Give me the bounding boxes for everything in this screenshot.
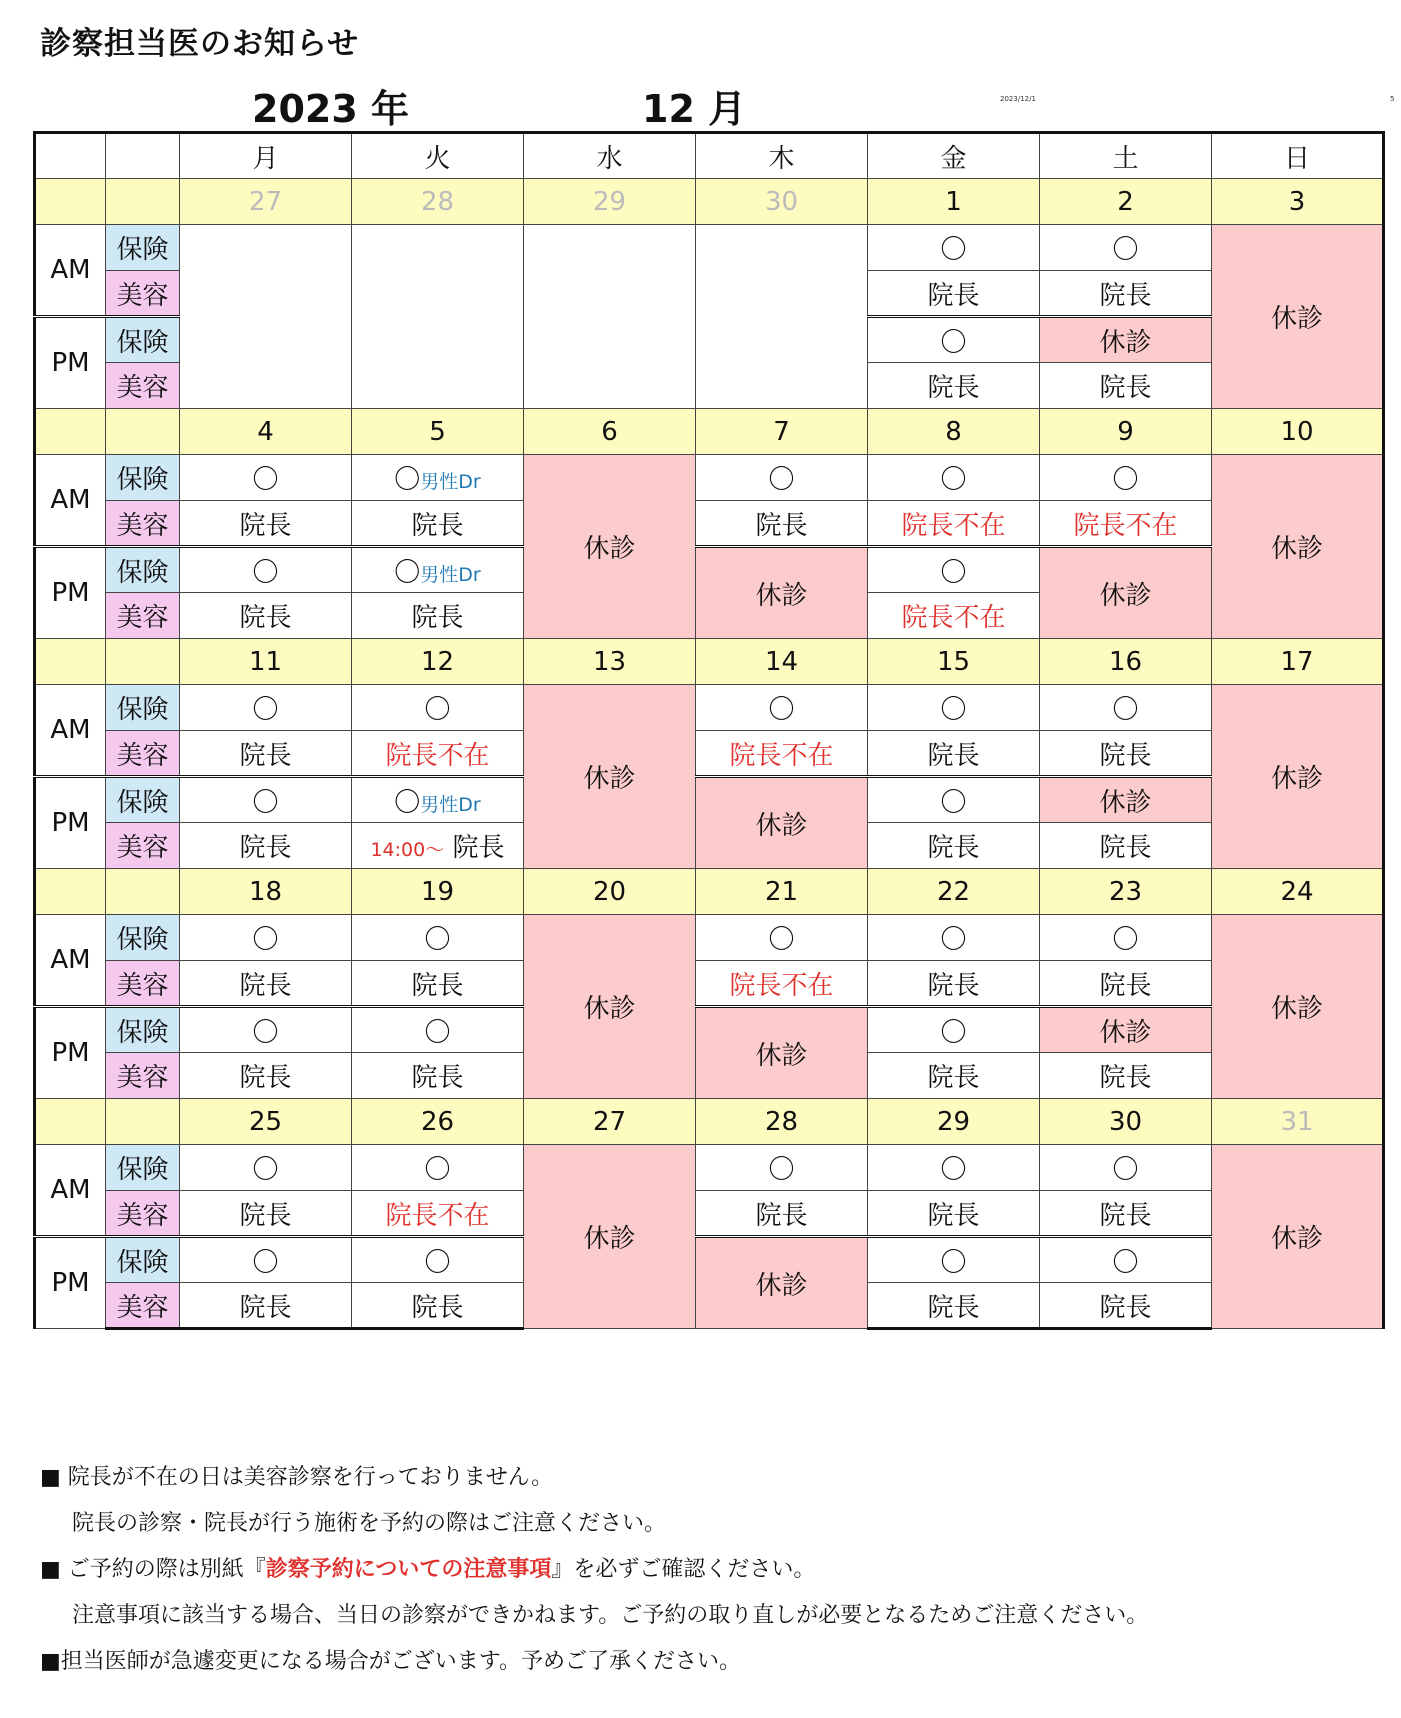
am-beauty-row <box>35 961 1384 1007</box>
slot-director: 院長 <box>1040 823 1212 869</box>
date-row <box>35 869 1384 915</box>
date-cell: 4 <box>180 409 352 455</box>
date-cell: 7 <box>696 409 868 455</box>
am-insurance-row <box>35 685 1384 731</box>
weekday-thu: 木 <box>696 133 868 179</box>
weekday-wed: 水 <box>524 133 696 179</box>
slot-director: 院長 <box>352 593 524 639</box>
weekday-sun: 日 <box>1212 133 1384 179</box>
beauty-label: 美容 <box>106 1053 180 1099</box>
slot-director: 院長 <box>1040 731 1212 777</box>
date-cell: 8 <box>868 409 1040 455</box>
beauty-label: 美容 <box>106 593 180 639</box>
slot-director: 院長 <box>180 823 352 869</box>
slot-circle: 〇 <box>868 915 1040 961</box>
slot-director: 院長 <box>868 363 1040 409</box>
slot-circle: 〇 <box>180 547 352 593</box>
male-dr-note: 男性Dr <box>420 793 481 816</box>
date-cell: 12 <box>352 639 524 685</box>
slot-closed: 休診 <box>1212 915 1384 1099</box>
am-label: AM <box>35 915 106 1007</box>
slot-closed: 休診 <box>696 1007 868 1099</box>
date-blank <box>106 409 180 455</box>
pm-insurance-row <box>35 1237 1384 1283</box>
empty-cell <box>696 225 868 409</box>
slot-circle: 〇 <box>868 777 1040 823</box>
slot-director-absent: 院長不在 <box>1040 501 1212 547</box>
beauty-label: 美容 <box>106 1283 180 1329</box>
weekday-fri: 金 <box>868 133 1040 179</box>
slot-director: 院長 <box>1040 271 1212 317</box>
slot-director: 院長 <box>868 1191 1040 1237</box>
time-note: 14:00～ <box>370 839 445 861</box>
date-cell: 28 <box>352 179 524 225</box>
beauty-label: 美容 <box>106 961 180 1007</box>
slot-circle: 〇 <box>1040 455 1212 501</box>
slot-circle: 〇 <box>1040 915 1212 961</box>
am-insurance-row <box>35 915 1384 961</box>
slot-director-absent: 院長不在 <box>696 731 868 777</box>
date-cell: 1 <box>868 179 1040 225</box>
slot-director: 院長 <box>180 501 352 547</box>
date-cell: 10 <box>1212 409 1384 455</box>
slot-circle: 〇 <box>180 777 352 823</box>
slot-closed: 休診 <box>1040 777 1212 823</box>
date-blank <box>106 179 180 225</box>
slot-circle: 〇 <box>352 1145 524 1191</box>
beauty-label: 美容 <box>106 731 180 777</box>
slot-director: 院長 <box>1040 1053 1212 1099</box>
header-blank <box>106 133 180 179</box>
slot-closed: 休診 <box>524 455 696 639</box>
date-blank <box>35 409 106 455</box>
year-label: 2023 年 <box>252 87 409 131</box>
note-text: ■ ご予約の際は別紙『 <box>40 1557 266 1582</box>
slot-director: 院長 <box>180 961 352 1007</box>
insurance-label: 保険 <box>106 1007 180 1053</box>
slot-director-absent: 院長不在 <box>868 501 1040 547</box>
print-date: 2023/12/1 <box>1000 95 1036 103</box>
slot-circle: 〇 <box>180 915 352 961</box>
note-text: 』を必ずご確認ください。 <box>551 1557 816 1582</box>
date-cell: 5 <box>352 409 524 455</box>
date-cell: 29 <box>868 1099 1040 1145</box>
am-label: AM <box>35 455 106 547</box>
date-blank <box>35 869 106 915</box>
slot-closed: 休診 <box>1040 547 1212 639</box>
insurance-label: 保険 <box>106 1237 180 1283</box>
slot-circle: 〇 <box>180 685 352 731</box>
pm-insurance-row <box>35 777 1384 823</box>
director-mark: 院長 <box>452 833 505 863</box>
slot-circle: 〇 <box>868 225 1040 271</box>
slot-director-absent: 院長不在 <box>696 961 868 1007</box>
slot-director: 院長 <box>868 1283 1040 1329</box>
slot-closed: 休診 <box>1040 317 1212 363</box>
date-cell: 24 <box>1212 869 1384 915</box>
beauty-label: 美容 <box>106 1191 180 1237</box>
note-line <box>40 1547 1148 1593</box>
slot-director: 院長 <box>868 271 1040 317</box>
am-label: AM <box>35 225 106 317</box>
slot-closed: 休診 <box>524 685 696 869</box>
schedule-table <box>33 131 1385 1330</box>
slot-circle: 〇 <box>1040 1237 1212 1283</box>
date-cell: 17 <box>1212 639 1384 685</box>
date-cell: 21 <box>696 869 868 915</box>
empty-cell <box>352 225 524 409</box>
note-emphasis: 診察予約についての注意事項 <box>265 1557 552 1582</box>
slot-circle-male <box>352 777 524 823</box>
date-cell: 28 <box>696 1099 868 1145</box>
weekday-sat: 土 <box>1040 133 1212 179</box>
slot-director: 院長 <box>868 961 1040 1007</box>
date-cell: 20 <box>524 869 696 915</box>
date-cell: 27 <box>180 179 352 225</box>
date-cell: 25 <box>180 1099 352 1145</box>
slot-director: 院長 <box>180 1283 352 1329</box>
date-row <box>35 1099 1384 1145</box>
slot-director: 院長 <box>352 1283 524 1329</box>
date-cell: 23 <box>1040 869 1212 915</box>
pm-label: PM <box>35 1237 106 1329</box>
slot-circle: 〇 <box>696 915 868 961</box>
date-blank <box>35 1099 106 1145</box>
date-cell: 31 <box>1212 1099 1384 1145</box>
date-blank <box>106 639 180 685</box>
slot-circle: 〇 <box>868 1237 1040 1283</box>
am-insurance-row <box>35 455 1384 501</box>
circle-mark: 〇 <box>394 557 421 588</box>
slot-closed: 休診 <box>696 777 868 869</box>
slot-circle: 〇 <box>352 1007 524 1053</box>
slot-circle: 〇 <box>180 455 352 501</box>
date-cell: 22 <box>868 869 1040 915</box>
insurance-label: 保険 <box>106 455 180 501</box>
am-insurance-row <box>35 225 1384 271</box>
page-number: 5 <box>1390 95 1395 103</box>
insurance-label: 保険 <box>106 777 180 823</box>
date-blank <box>106 1099 180 1145</box>
am-label: AM <box>35 685 106 777</box>
slot-director: 院長 <box>352 1053 524 1099</box>
weekday-mon: 月 <box>180 133 352 179</box>
slot-closed: 休診 <box>524 915 696 1099</box>
slot-director: 院長 <box>1040 363 1212 409</box>
date-cell: 9 <box>1040 409 1212 455</box>
insurance-label: 保険 <box>106 547 180 593</box>
date-cell: 6 <box>524 409 696 455</box>
page-title: 診察担当医のお知らせ <box>40 26 360 62</box>
insurance-label: 保険 <box>106 225 180 271</box>
slot-circle: 〇 <box>696 1145 868 1191</box>
beauty-label: 美容 <box>106 501 180 547</box>
am-label: AM <box>35 1145 106 1237</box>
slot-circle: 〇 <box>868 685 1040 731</box>
slot-director-absent: 院長不在 <box>352 1191 524 1237</box>
pm-label: PM <box>35 317 106 409</box>
am-beauty-row <box>35 1191 1384 1237</box>
beauty-label: 美容 <box>106 363 180 409</box>
slot-circle: 〇 <box>868 1007 1040 1053</box>
insurance-label: 保険 <box>106 685 180 731</box>
date-cell: 19 <box>352 869 524 915</box>
date-cell: 14 <box>696 639 868 685</box>
circle-mark: 〇 <box>394 465 421 495</box>
slot-circle: 〇 <box>180 1237 352 1283</box>
date-cell: 16 <box>1040 639 1212 685</box>
date-row <box>35 179 1384 225</box>
male-dr-note: 男性Dr <box>420 471 481 493</box>
slot-director: 院長 <box>352 961 524 1007</box>
slot-director: 院長 <box>180 731 352 777</box>
date-blank <box>35 639 106 685</box>
slot-director: 院長 <box>696 1191 868 1237</box>
pm-label: PM <box>35 777 106 869</box>
slot-circle: 〇 <box>180 1145 352 1191</box>
slot-circle: 〇 <box>1040 225 1212 271</box>
slot-circle: 〇 <box>1040 1145 1212 1191</box>
insurance-label: 保険 <box>106 915 180 961</box>
date-cell: 27 <box>524 1099 696 1145</box>
slot-circle: 〇 <box>868 455 1040 501</box>
date-blank <box>106 869 180 915</box>
slot-director: 院長 <box>180 593 352 639</box>
date-cell: 13 <box>524 639 696 685</box>
date-cell: 2 <box>1040 179 1212 225</box>
slot-director-absent: 院長不在 <box>352 731 524 777</box>
header-blank <box>35 133 106 179</box>
slot-director-timed <box>352 823 524 869</box>
pm-insurance-row <box>35 1007 1384 1053</box>
slot-closed: 休診 <box>696 1237 868 1329</box>
date-row <box>35 639 1384 685</box>
slot-closed: 休診 <box>696 547 868 639</box>
insurance-label: 保険 <box>106 317 180 363</box>
pm-insurance-row <box>35 547 1384 593</box>
date-cell: 30 <box>696 179 868 225</box>
slot-circle: 〇 <box>180 1007 352 1053</box>
slot-director: 院長 <box>868 731 1040 777</box>
slot-closed: 休診 <box>524 1145 696 1329</box>
note-line: 院長の診察・院長が行う施術を予約の際はご注意ください。 <box>72 1511 667 1536</box>
weekday-tue: 火 <box>352 133 524 179</box>
slot-closed: 休診 <box>1212 1145 1384 1329</box>
slot-circle: 〇 <box>696 685 868 731</box>
slot-circle: 〇 <box>696 455 868 501</box>
slot-director: 院長 <box>868 1053 1040 1099</box>
note-line: ■担当医師が急遽変更になる場合がございます。予めご了承ください。 <box>40 1649 742 1674</box>
month-label: 12 月 <box>642 87 747 131</box>
beauty-label: 美容 <box>106 271 180 317</box>
slot-director: 院長 <box>352 501 524 547</box>
date-cell: 29 <box>524 179 696 225</box>
pm-label: PM <box>35 1007 106 1099</box>
note-line: 注意事項に該当する場合、当日の診察ができかねます。ご予約の取り直しが必要となるためご注意ください。 <box>72 1603 1149 1628</box>
am-beauty-row <box>35 731 1384 777</box>
slot-circle: 〇 <box>352 915 524 961</box>
slot-director: 院長 <box>1040 1283 1212 1329</box>
date-cell: 3 <box>1212 179 1384 225</box>
pm-label: PM <box>35 547 106 639</box>
am-beauty-row <box>35 501 1384 547</box>
slot-circle: 〇 <box>868 547 1040 593</box>
slot-circle: 〇 <box>868 317 1040 363</box>
slot-closed: 休診 <box>1040 1007 1212 1053</box>
date-cell: 18 <box>180 869 352 915</box>
slot-circle: 〇 <box>352 685 524 731</box>
slot-circle: 〇 <box>1040 685 1212 731</box>
date-blank <box>35 179 106 225</box>
note-line: ■ 院長が不在の日は美容診察を行っておりません。 <box>40 1465 554 1490</box>
slot-closed: 休診 <box>1212 455 1384 639</box>
empty-cell <box>524 225 696 409</box>
slot-closed: 休診 <box>1212 685 1384 869</box>
circle-mark: 〇 <box>394 787 421 818</box>
date-cell: 15 <box>868 639 1040 685</box>
slot-circle-male <box>352 455 524 501</box>
date-cell: 26 <box>352 1099 524 1145</box>
slot-closed: 休診 <box>1212 225 1384 409</box>
slot-circle: 〇 <box>352 1237 524 1283</box>
slot-director: 院長 <box>180 1053 352 1099</box>
date-cell: 30 <box>1040 1099 1212 1145</box>
empty-cell <box>180 225 352 409</box>
weekday-header-row <box>35 133 1384 179</box>
date-cell: 11 <box>180 639 352 685</box>
slot-director: 院長 <box>180 1191 352 1237</box>
slot-director: 院長 <box>1040 961 1212 1007</box>
slot-director: 院長 <box>1040 1191 1212 1237</box>
slot-director-absent: 院長不在 <box>868 593 1040 639</box>
insurance-label: 保険 <box>106 1145 180 1191</box>
slot-circle: 〇 <box>868 1145 1040 1191</box>
notes-section <box>40 1455 1148 1685</box>
date-row <box>35 409 1384 455</box>
slot-director: 院長 <box>868 823 1040 869</box>
male-dr-note: 男性Dr <box>420 563 481 586</box>
beauty-label: 美容 <box>106 823 180 869</box>
slot-director: 院長 <box>696 501 868 547</box>
am-insurance-row <box>35 1145 1384 1191</box>
slot-circle-male <box>352 547 524 593</box>
